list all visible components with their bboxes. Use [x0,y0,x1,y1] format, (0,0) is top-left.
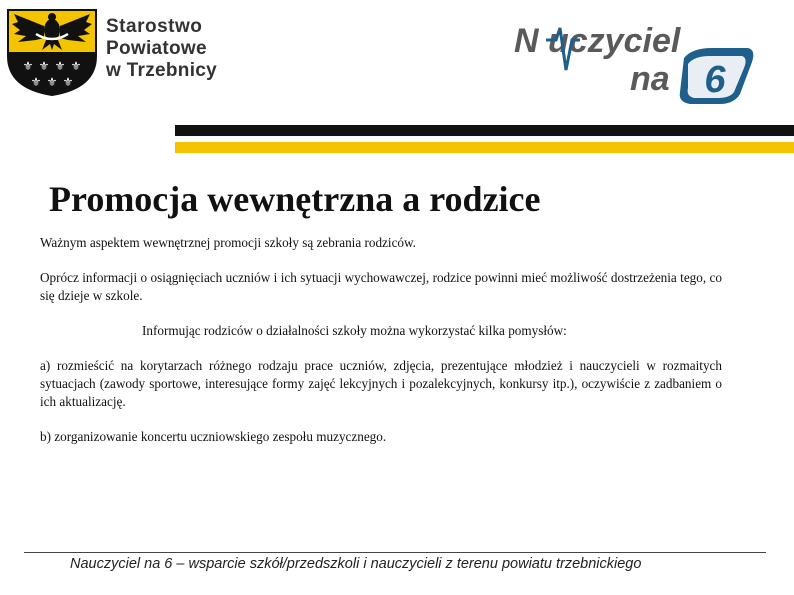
svg-text:⚜: ⚜ [62,75,74,89]
paragraph: Informując rodziców o działalności szkoły można wykorzystać kilka pomysłów: [142,323,567,338]
starostwo-logo [6,8,226,98]
org-name-line1: Starostwo [106,16,203,37]
number-badge-icon [680,48,754,104]
paragraph: Oprócz informacji o osiągnięciach uczniów i ich sytuacji wychowawczej, rodzice powinni mieć możliwość dostrzeżenia tego, co się dzieje w szkole. [40,270,722,303]
header-bar-yellow [175,142,794,153]
svg-text:⚜: ⚜ [30,75,42,89]
page-title: Promocja wewnętrzna a rodzice [49,179,541,219]
svg-text:⚜: ⚜ [70,59,82,73]
coat-of-arms-icon [6,8,98,96]
footer-text: Nauczyciel na 6 – wsparcie szkół/przedszkoli i nauczycieli z terenu powiatu trzebnickiego [70,556,642,572]
body-text [40,234,722,446]
svg-text:⚜: ⚜ [46,75,58,89]
paragraph: a) rozmieścić na korytarzach różnego rodzaju prace uczniów, zdjęcia, prezentujące młodzież i nauczycieli w rozmaitych sytuacjach (zawody sportowe, interesujące formy zajęć lekcyjnych i pozalekcyjnych, konkursy itp.), oczywiście z zadbaniem o ich aktualizację. [40,358,722,409]
logo-text-na: na [630,60,670,98]
paragraph: b) zorganizowanie koncertu uczniowskiego zespołu muzycznego. [40,429,387,444]
nauczyciel-na-6-logo [512,14,762,110]
svg-text:⚜: ⚜ [22,59,34,73]
svg-text:⚜: ⚜ [54,59,66,73]
footer-divider [24,552,766,553]
header-bar-black [175,125,794,136]
org-name-line3: w Trzebnicy [106,60,218,81]
org-name-line2: Powiatowe [106,38,207,59]
svg-text:⚜: ⚜ [38,59,50,73]
paragraph: Ważnym aspektem wewnętrznej promocji szkoły są zebrania rodziców. [40,235,416,250]
org-name [106,16,217,82]
logo-number: 6 [704,59,726,101]
logo-text-main: N uczyciel [514,22,681,60]
